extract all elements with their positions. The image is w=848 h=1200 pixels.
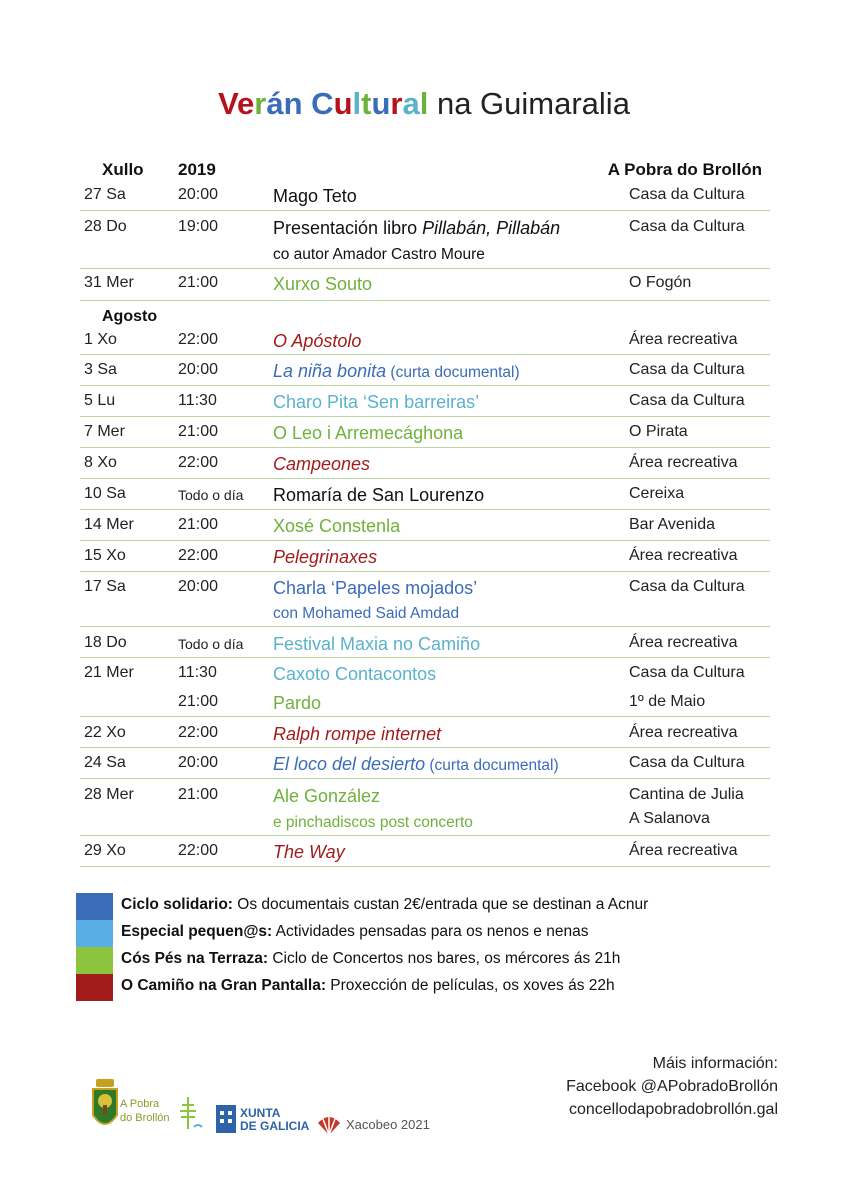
event-text: El loco del desierto	[273, 754, 426, 774]
row-date: 22 Xo	[84, 724, 126, 741]
row-time-second: 21:00	[178, 693, 219, 710]
row-date: 3 Sa	[84, 361, 117, 378]
legend-description: Ciclo de Concertos nos bares, os mércores ás 21h	[268, 950, 621, 967]
row-time: 21:00	[178, 274, 219, 291]
row-event: Charo Pita ‘Sen barreiras’	[273, 392, 480, 412]
row-date: 31 Mer	[84, 274, 134, 291]
row-date: 29 Xo	[84, 842, 126, 859]
legend-text	[121, 896, 648, 914]
table-row	[80, 448, 770, 479]
more-info	[566, 1052, 778, 1121]
row-venue: Casa da Cultura	[629, 361, 745, 378]
table-row	[80, 658, 770, 717]
row-event: Ale González	[273, 786, 381, 806]
legend-swatch	[76, 974, 113, 1001]
row-event: Xosé Constenla	[273, 516, 401, 536]
row-event: Xurxo Souto	[273, 274, 373, 294]
more-info-label: Máis información:	[652, 1055, 778, 1072]
table-row	[80, 180, 770, 211]
row-venue: Cantina de Julia	[629, 786, 744, 803]
legend-label: Ciclo solidario:	[121, 896, 233, 913]
table-row	[80, 269, 770, 301]
row-date: 24 Sa	[84, 754, 126, 771]
table-row	[80, 355, 770, 386]
row-time: 20:00	[178, 754, 219, 771]
row-time: 19:00	[178, 218, 219, 235]
row-event-sub: e pinchadiscos post concerto	[273, 814, 473, 831]
event-extra: (curta documental)	[386, 364, 520, 381]
row-time: 11:30	[178, 392, 217, 409]
table-row	[80, 324, 770, 355]
row-time: 21:00	[178, 786, 219, 803]
legend-label: Cós Pés na Terraza:	[121, 950, 269, 967]
row-venue: Bar Avenida	[629, 516, 715, 533]
header-place: A Pobra do Brollón	[607, 160, 762, 179]
xacobeo-logo-text: Xacobeo 2021	[346, 1117, 430, 1132]
xunta-icon	[216, 1105, 236, 1133]
row-date: 28 Do	[84, 218, 127, 235]
row-venue: Casa da Cultura	[629, 392, 745, 409]
row-event: Romaría de San Lourenzo	[273, 485, 485, 505]
row-venue-second: A Salanova	[629, 810, 710, 827]
row-event-sub: co autor Amador Castro Moure	[273, 246, 485, 263]
row-event: Ralph rompe internet	[273, 724, 442, 744]
row-venue: Casa da Cultura	[629, 754, 745, 771]
row-venue: Casa da Cultura	[629, 664, 745, 681]
scallop-shell-icon	[316, 1113, 342, 1137]
pobra-logo-line1: A Pobra	[120, 1098, 160, 1110]
table-row	[80, 627, 770, 658]
row-date: 18 Do	[84, 634, 127, 651]
row-time: Todo o día	[178, 636, 244, 652]
row-venue: Casa da Cultura	[629, 186, 745, 203]
row-venue: Casa da Cultura	[629, 218, 745, 235]
row-date: 10 Sa	[84, 485, 126, 502]
row-venue: Cereixa	[629, 485, 685, 502]
header-month: Xullo	[102, 160, 144, 179]
table-row	[80, 836, 770, 867]
legend-text	[121, 923, 588, 941]
event-text: Presentación libro	[273, 218, 423, 238]
row-venue: O Fogón	[629, 274, 692, 291]
row-event	[273, 754, 559, 775]
website-link[interactable]: concellodapobradobrollón.gal	[568, 1101, 778, 1118]
table-row	[80, 779, 770, 836]
table-row	[80, 479, 770, 510]
row-date: 7 Mer	[84, 423, 125, 440]
row-event-second: Pardo	[273, 693, 322, 713]
row-venue: Casa da Cultura	[629, 578, 745, 595]
row-event-sub: con Mohamed Said Amdad	[273, 605, 460, 622]
table-row	[80, 211, 770, 269]
row-time: 22:00	[178, 454, 219, 471]
legend-label: Especial pequen@s:	[121, 923, 273, 940]
tree-icon	[178, 1095, 204, 1135]
row-time: 21:00	[178, 516, 219, 533]
table-row	[80, 572, 770, 627]
facebook-link[interactable]: Facebook @APobradoBrollón	[566, 1078, 778, 1095]
row-date: 14 Mer	[84, 516, 134, 533]
legend-text	[121, 977, 615, 995]
legend-swatch	[76, 893, 113, 920]
row-event: Festival Maxia no Camiño	[273, 634, 481, 654]
row-event: Campeones	[273, 454, 371, 474]
title-word-cultural: Cultural	[311, 86, 429, 121]
legend-swatch	[76, 947, 113, 974]
pobra-logo-line2: do Brollón	[120, 1112, 170, 1124]
schedule-table	[80, 180, 770, 867]
table-row	[80, 386, 770, 417]
row-venue: Área recreativa	[629, 634, 738, 651]
row-time: 22:00	[178, 547, 219, 564]
row-venue: Área recreativa	[629, 724, 738, 741]
row-time: 22:00	[178, 331, 219, 348]
row-date: 5 Lu	[84, 392, 116, 409]
page-title	[0, 86, 848, 122]
footer-logos	[90, 1075, 470, 1145]
legend-swatch	[76, 920, 113, 947]
title-word-veran: Verán	[218, 86, 303, 121]
row-time: 22:00	[178, 842, 219, 859]
title-rest: na Guimaralia	[428, 86, 630, 121]
row-time: 20:00	[178, 186, 219, 203]
row-venue: Área recreativa	[629, 454, 738, 471]
table-row	[80, 541, 770, 572]
row-venue: Área recreativa	[629, 331, 738, 348]
row-time: 11:30	[178, 664, 217, 681]
header-year: 2019	[178, 160, 216, 179]
row-event: The Way	[273, 842, 345, 862]
row-date: 15 Xo	[84, 547, 126, 564]
row-venue-second: 1º de Maio	[629, 693, 706, 710]
table-row	[80, 417, 770, 448]
row-event: O Apóstolo	[273, 331, 362, 351]
legend-text	[121, 950, 620, 968]
row-venue: Área recreativa	[629, 547, 738, 564]
row-time: 20:00	[178, 361, 219, 378]
row-date: 28 Mer	[84, 786, 134, 803]
xunta-line1: XUNTA	[240, 1106, 281, 1120]
legend-description: Os documentais custan 2€/entrada que se destinan a Acnur	[232, 896, 649, 913]
row-event	[273, 361, 520, 382]
table-row	[80, 510, 770, 541]
pobra-crest-icon	[90, 1079, 120, 1137]
row-event	[273, 218, 560, 239]
month-label: Agosto	[102, 308, 158, 325]
row-date: 27 Sa	[84, 186, 126, 203]
row-event: Caxoto Contacontos	[273, 664, 437, 684]
row-event: Pelegrinaxes	[273, 547, 378, 567]
row-event: O Leo i Arremecághona	[273, 423, 464, 443]
row-date: 8 Xo	[84, 454, 117, 471]
month-heading	[80, 301, 770, 324]
row-venue: O Pirata	[629, 423, 688, 440]
event-text: La niña bonita	[273, 361, 387, 381]
row-time: 21:00	[178, 423, 219, 440]
legend-description: Proxección de películas, os xoves ás 22h	[326, 977, 615, 994]
legend-label: O Camiño na Gran Pantalla:	[121, 977, 326, 994]
table-row	[80, 717, 770, 748]
row-date: 1 Xo	[84, 331, 117, 348]
row-time: 22:00	[178, 724, 219, 741]
xunta-line2: DE GALICIA	[240, 1119, 310, 1133]
event-extra: (curta documental)	[425, 757, 559, 774]
row-venue: Área recreativa	[629, 842, 738, 859]
row-event: Mago Teto	[273, 186, 357, 206]
row-event: Charla ‘Papeles mojados’	[273, 578, 478, 598]
row-time: 20:00	[178, 578, 219, 595]
row-time: Todo o día	[178, 487, 244, 503]
book-title: Pillabán, Pillabán	[422, 218, 561, 238]
legend-description: Actividades pensadas para os nenos e nenas	[272, 923, 589, 940]
row-date: 21 Mer	[84, 664, 134, 681]
row-date: 17 Sa	[84, 578, 126, 595]
table-row	[80, 748, 770, 779]
